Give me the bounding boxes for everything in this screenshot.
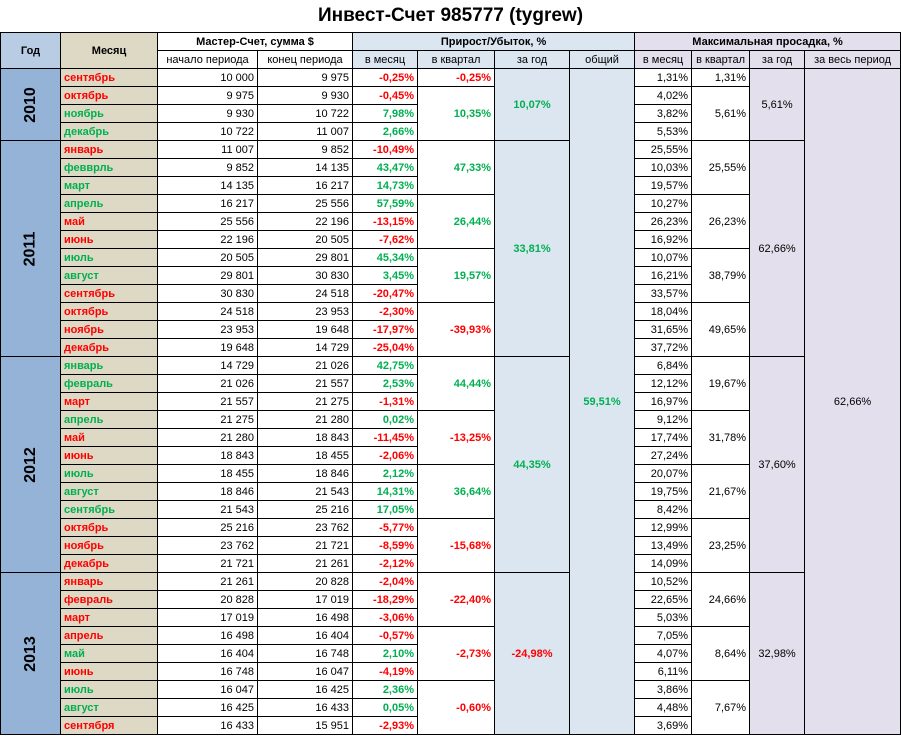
- month-cell: июнь: [61, 447, 158, 465]
- start-value: 16 047: [158, 681, 258, 699]
- year-label: 2011: [21, 231, 39, 266]
- quarter-drawdown: 8,64%: [692, 627, 750, 681]
- start-value: 21 543: [158, 501, 258, 519]
- month-cell: май: [61, 213, 158, 231]
- start-value: 9 975: [158, 87, 258, 105]
- start-value: 10 722: [158, 123, 258, 141]
- month-cell: сентябрь: [61, 501, 158, 519]
- month-gain: 45,34%: [353, 249, 418, 267]
- month-cell: сентября: [61, 717, 158, 735]
- quarter-drawdown: 49,65%: [692, 303, 750, 357]
- end-value: 10 722: [258, 105, 353, 123]
- end-value: 20 505: [258, 231, 353, 249]
- end-value: 16 404: [258, 627, 353, 645]
- end-value: 18 455: [258, 447, 353, 465]
- start-value: 25 556: [158, 213, 258, 231]
- year-header: Год: [1, 33, 61, 69]
- start-value: 21 280: [158, 429, 258, 447]
- quarter-drawdown: 1,31%: [692, 69, 750, 87]
- month-drawdown: 7,05%: [635, 627, 692, 645]
- start-value: 16 425: [158, 699, 258, 717]
- table-row: [1, 357, 901, 375]
- end-value: 9 930: [258, 87, 353, 105]
- month-cell: август: [61, 267, 158, 285]
- month-drawdown: 10,03%: [635, 159, 692, 177]
- quarter-gain: -39,93%: [418, 303, 495, 357]
- start-value: 24 518: [158, 303, 258, 321]
- month-gain: -13,15%: [353, 213, 418, 231]
- start-value: 16 217: [158, 195, 258, 213]
- month-drawdown: 8,42%: [635, 501, 692, 519]
- month-drawdown: 6,11%: [635, 663, 692, 681]
- investment-table: [0, 32, 901, 735]
- month-drawdown: 17,74%: [635, 429, 692, 447]
- month-drawdown: 22,65%: [635, 591, 692, 609]
- table-row: [1, 141, 901, 159]
- month-gain: -4,19%: [353, 663, 418, 681]
- month-cell: февраль: [61, 591, 158, 609]
- end-value: 14 729: [258, 339, 353, 357]
- end-value: 23 953: [258, 303, 353, 321]
- month-gain: -2,93%: [353, 717, 418, 735]
- end-value: 29 801: [258, 249, 353, 267]
- month-drawdown: 10,07%: [635, 249, 692, 267]
- year-cell: [1, 141, 61, 357]
- month-drawdown: 12,12%: [635, 375, 692, 393]
- month-gain: -2,06%: [353, 447, 418, 465]
- month-cell: декабрь: [61, 555, 158, 573]
- month-drawdown: 10,52%: [635, 573, 692, 591]
- month-drawdown: 4,48%: [635, 699, 692, 717]
- month-drawdown: 13,49%: [635, 537, 692, 555]
- month-gain: -0,57%: [353, 627, 418, 645]
- start-value: 9 930: [158, 105, 258, 123]
- month-cell: июнь: [61, 663, 158, 681]
- month-gain: 14,31%: [353, 483, 418, 501]
- month-gain: 2,10%: [353, 645, 418, 663]
- quarter-drawdown: 19,67%: [692, 357, 750, 411]
- end-value: 21 557: [258, 375, 353, 393]
- end-value: 16 498: [258, 609, 353, 627]
- month-drawdown: 31,65%: [635, 321, 692, 339]
- quarter-drawdown: 24,66%: [692, 573, 750, 627]
- month-gain: -3,06%: [353, 609, 418, 627]
- start-value: 21 026: [158, 375, 258, 393]
- end-value: 21 261: [258, 555, 353, 573]
- quarter-gain: -15,68%: [418, 519, 495, 573]
- dd-month-header: в месяц: [635, 51, 692, 69]
- month-drawdown: 9,12%: [635, 411, 692, 429]
- total-gain: 59,51%: [570, 69, 635, 735]
- month-gain: 3,45%: [353, 267, 418, 285]
- start-value: 14 135: [158, 177, 258, 195]
- start-value: 16 404: [158, 645, 258, 663]
- month-gain: -20,47%: [353, 285, 418, 303]
- start-value: 18 843: [158, 447, 258, 465]
- end-value: 17 019: [258, 591, 353, 609]
- year-drawdown: 62,66%: [750, 141, 805, 357]
- quarter-drawdown: 25,55%: [692, 141, 750, 195]
- month-cell: март: [61, 609, 158, 627]
- month-cell: апрель: [61, 411, 158, 429]
- start-value: 21 557: [158, 393, 258, 411]
- end-value: 25 556: [258, 195, 353, 213]
- month-gain: 2,66%: [353, 123, 418, 141]
- month-drawdown: 6,84%: [635, 357, 692, 375]
- gain-quarter-header: в квартал: [418, 51, 495, 69]
- end-value: 21 721: [258, 537, 353, 555]
- month-gain: -8,59%: [353, 537, 418, 555]
- quarter-drawdown: 26,23%: [692, 195, 750, 249]
- total-drawdown: 62,66%: [805, 69, 901, 735]
- month-drawdown: 3,82%: [635, 105, 692, 123]
- year-label: 2010: [21, 86, 39, 123]
- month-gain: -25,04%: [353, 339, 418, 357]
- month-cell: сентябрь: [61, 285, 158, 303]
- dd-quarter-header: в квартал: [692, 51, 750, 69]
- year-cell: [1, 69, 61, 141]
- quarter-drawdown: 7,67%: [692, 681, 750, 735]
- drawdown-header: Максимальная просадка, %: [635, 33, 901, 51]
- end-value: 30 830: [258, 267, 353, 285]
- start-value: 19 648: [158, 339, 258, 357]
- month-drawdown: 18,04%: [635, 303, 692, 321]
- month-gain: -1,31%: [353, 393, 418, 411]
- month-cell: ноябрь: [61, 537, 158, 555]
- month-cell: май: [61, 645, 158, 663]
- start-value: 23 762: [158, 537, 258, 555]
- quarter-drawdown: 5,61%: [692, 87, 750, 141]
- start-value: 21 721: [158, 555, 258, 573]
- quarter-gain: 26,44%: [418, 195, 495, 249]
- month-drawdown: 26,23%: [635, 213, 692, 231]
- month-cell: октябрь: [61, 519, 158, 537]
- month-drawdown: 3,69%: [635, 717, 692, 735]
- table-row: [1, 573, 901, 591]
- month-gain: -10,49%: [353, 141, 418, 159]
- quarter-gain: -0,25%: [418, 69, 495, 87]
- start-period-header: начало периода: [158, 51, 258, 69]
- month-cell: март: [61, 393, 158, 411]
- quarter-gain: -22,40%: [418, 573, 495, 627]
- end-value: 15 951: [258, 717, 353, 735]
- month-gain: 2,12%: [353, 465, 418, 483]
- end-value: 14 135: [258, 159, 353, 177]
- quarter-drawdown: 31,78%: [692, 411, 750, 465]
- month-drawdown: 19,75%: [635, 483, 692, 501]
- quarter-gain: 36,64%: [418, 465, 495, 519]
- table-row: [1, 69, 901, 87]
- start-value: 9 852: [158, 159, 258, 177]
- start-value: 14 729: [158, 357, 258, 375]
- month-gain: 14,73%: [353, 177, 418, 195]
- start-value: 25 216: [158, 519, 258, 537]
- start-value: 29 801: [158, 267, 258, 285]
- start-value: 11 007: [158, 141, 258, 159]
- month-cell: июль: [61, 681, 158, 699]
- month-cell: январь: [61, 573, 158, 591]
- month-gain: -2,04%: [353, 573, 418, 591]
- month-cell: ноябрь: [61, 105, 158, 123]
- start-value: 21 261: [158, 573, 258, 591]
- quarter-gain: 47,33%: [418, 141, 495, 195]
- month-gain: -0,25%: [353, 69, 418, 87]
- month-header: Месяц: [61, 33, 158, 69]
- month-cell: август: [61, 699, 158, 717]
- month-cell: октябрь: [61, 87, 158, 105]
- gain-header: Прирост/Убыток, %: [353, 33, 635, 51]
- month-cell: октябрь: [61, 303, 158, 321]
- month-drawdown: 14,09%: [635, 555, 692, 573]
- end-value: 11 007: [258, 123, 353, 141]
- start-value: 17 019: [158, 609, 258, 627]
- end-value: 21 275: [258, 393, 353, 411]
- month-drawdown: 16,97%: [635, 393, 692, 411]
- month-cell: февврль: [61, 159, 158, 177]
- month-drawdown: 5,53%: [635, 123, 692, 141]
- month-gain: 42,75%: [353, 357, 418, 375]
- month-drawdown: 19,57%: [635, 177, 692, 195]
- end-value: 9 852: [258, 141, 353, 159]
- start-value: 23 953: [158, 321, 258, 339]
- end-value: 16 217: [258, 177, 353, 195]
- month-drawdown: 25,55%: [635, 141, 692, 159]
- end-value: 21 280: [258, 411, 353, 429]
- end-value: 16 425: [258, 681, 353, 699]
- month-gain: -11,45%: [353, 429, 418, 447]
- end-value: 16 047: [258, 663, 353, 681]
- month-drawdown: 37,72%: [635, 339, 692, 357]
- gain-year-header: за год: [495, 51, 570, 69]
- month-cell: декабрь: [61, 339, 158, 357]
- gain-month-header: в месяц: [353, 51, 418, 69]
- end-value: 22 196: [258, 213, 353, 231]
- end-value: 18 846: [258, 465, 353, 483]
- year-gain: 44,35%: [495, 357, 570, 573]
- year-label: 2013: [21, 635, 39, 672]
- month-gain: 2,53%: [353, 375, 418, 393]
- end-period-header: конец периода: [258, 51, 353, 69]
- month-drawdown: 16,21%: [635, 267, 692, 285]
- month-gain: -2,30%: [353, 303, 418, 321]
- start-value: 16 433: [158, 717, 258, 735]
- start-value: 21 275: [158, 411, 258, 429]
- end-value: 21 026: [258, 357, 353, 375]
- end-value: 24 518: [258, 285, 353, 303]
- month-drawdown: 10,27%: [635, 195, 692, 213]
- quarter-gain: -0,60%: [418, 681, 495, 735]
- year-label: 2012: [21, 446, 39, 483]
- month-cell: февраль: [61, 375, 158, 393]
- month-gain: 0,02%: [353, 411, 418, 429]
- gain-total-header: общий: [570, 51, 635, 69]
- month-gain: 43,47%: [353, 159, 418, 177]
- quarter-drawdown: 38,79%: [692, 249, 750, 303]
- year-drawdown: 32,98%: [750, 573, 805, 735]
- month-cell: март: [61, 177, 158, 195]
- quarter-gain: 19,57%: [418, 249, 495, 303]
- start-value: 30 830: [158, 285, 258, 303]
- year-gain: 10,07%: [495, 69, 570, 141]
- month-gain: 57,59%: [353, 195, 418, 213]
- month-cell: апрель: [61, 627, 158, 645]
- end-value: 19 648: [258, 321, 353, 339]
- month-gain: -7,62%: [353, 231, 418, 249]
- start-value: 22 196: [158, 231, 258, 249]
- start-value: 16 498: [158, 627, 258, 645]
- quarter-gain: -13,25%: [418, 411, 495, 465]
- month-gain: -0,45%: [353, 87, 418, 105]
- month-gain: -18,29%: [353, 591, 418, 609]
- start-value: 16 748: [158, 663, 258, 681]
- month-gain: -5,77%: [353, 519, 418, 537]
- month-drawdown: 3,86%: [635, 681, 692, 699]
- month-cell: январь: [61, 141, 158, 159]
- start-value: 20 828: [158, 591, 258, 609]
- end-value: 25 216: [258, 501, 353, 519]
- end-value: 21 543: [258, 483, 353, 501]
- end-value: 18 843: [258, 429, 353, 447]
- month-drawdown: 20,07%: [635, 465, 692, 483]
- month-cell: май: [61, 429, 158, 447]
- month-drawdown: 1,31%: [635, 69, 692, 87]
- month-cell: июнь: [61, 231, 158, 249]
- quarter-drawdown: 23,25%: [692, 519, 750, 573]
- month-gain: -17,97%: [353, 321, 418, 339]
- month-drawdown: 16,92%: [635, 231, 692, 249]
- month-cell: декабрь: [61, 123, 158, 141]
- month-gain: 7,98%: [353, 105, 418, 123]
- month-drawdown: 4,02%: [635, 87, 692, 105]
- quarter-gain: -2,73%: [418, 627, 495, 681]
- end-value: 16 433: [258, 699, 353, 717]
- year-cell: [1, 357, 61, 573]
- quarter-drawdown: 21,67%: [692, 465, 750, 519]
- month-gain: 17,05%: [353, 501, 418, 519]
- start-value: 18 846: [158, 483, 258, 501]
- month-cell: январь: [61, 357, 158, 375]
- year-drawdown: 5,61%: [750, 69, 805, 141]
- month-drawdown: 4,07%: [635, 645, 692, 663]
- month-cell: июль: [61, 249, 158, 267]
- month-cell: апрель: [61, 195, 158, 213]
- quarter-gain: 44,44%: [418, 357, 495, 411]
- page-title: Инвест-Счет 985777 (tygrew): [317, 5, 584, 26]
- month-gain: 0,05%: [353, 699, 418, 717]
- month-gain: 2,36%: [353, 681, 418, 699]
- start-value: 20 505: [158, 249, 258, 267]
- quarter-gain: 10,35%: [418, 87, 495, 141]
- year-gain: 33,81%: [495, 141, 570, 357]
- start-value: 10 000: [158, 69, 258, 87]
- month-drawdown: 5,03%: [635, 609, 692, 627]
- month-gain: -2,12%: [353, 555, 418, 573]
- month-cell: август: [61, 483, 158, 501]
- dd-year-header: за год: [750, 51, 805, 69]
- month-cell: ноябрь: [61, 321, 158, 339]
- month-cell: июль: [61, 465, 158, 483]
- year-drawdown: 37,60%: [750, 357, 805, 573]
- month-drawdown: 33,57%: [635, 285, 692, 303]
- dd-all-header: за весь период: [805, 51, 901, 69]
- year-cell: [1, 573, 61, 735]
- end-value: 16 748: [258, 645, 353, 663]
- end-value: 23 762: [258, 519, 353, 537]
- master-account-header: Мастер-Счет, сумма $: [158, 33, 353, 51]
- month-drawdown: 27,24%: [635, 447, 692, 465]
- month-drawdown: 12,99%: [635, 519, 692, 537]
- end-value: 20 828: [258, 573, 353, 591]
- month-cell: сентябрь: [61, 69, 158, 87]
- start-value: 18 455: [158, 465, 258, 483]
- year-gain: -24,98%: [495, 573, 570, 735]
- end-value: 9 975: [258, 69, 353, 87]
